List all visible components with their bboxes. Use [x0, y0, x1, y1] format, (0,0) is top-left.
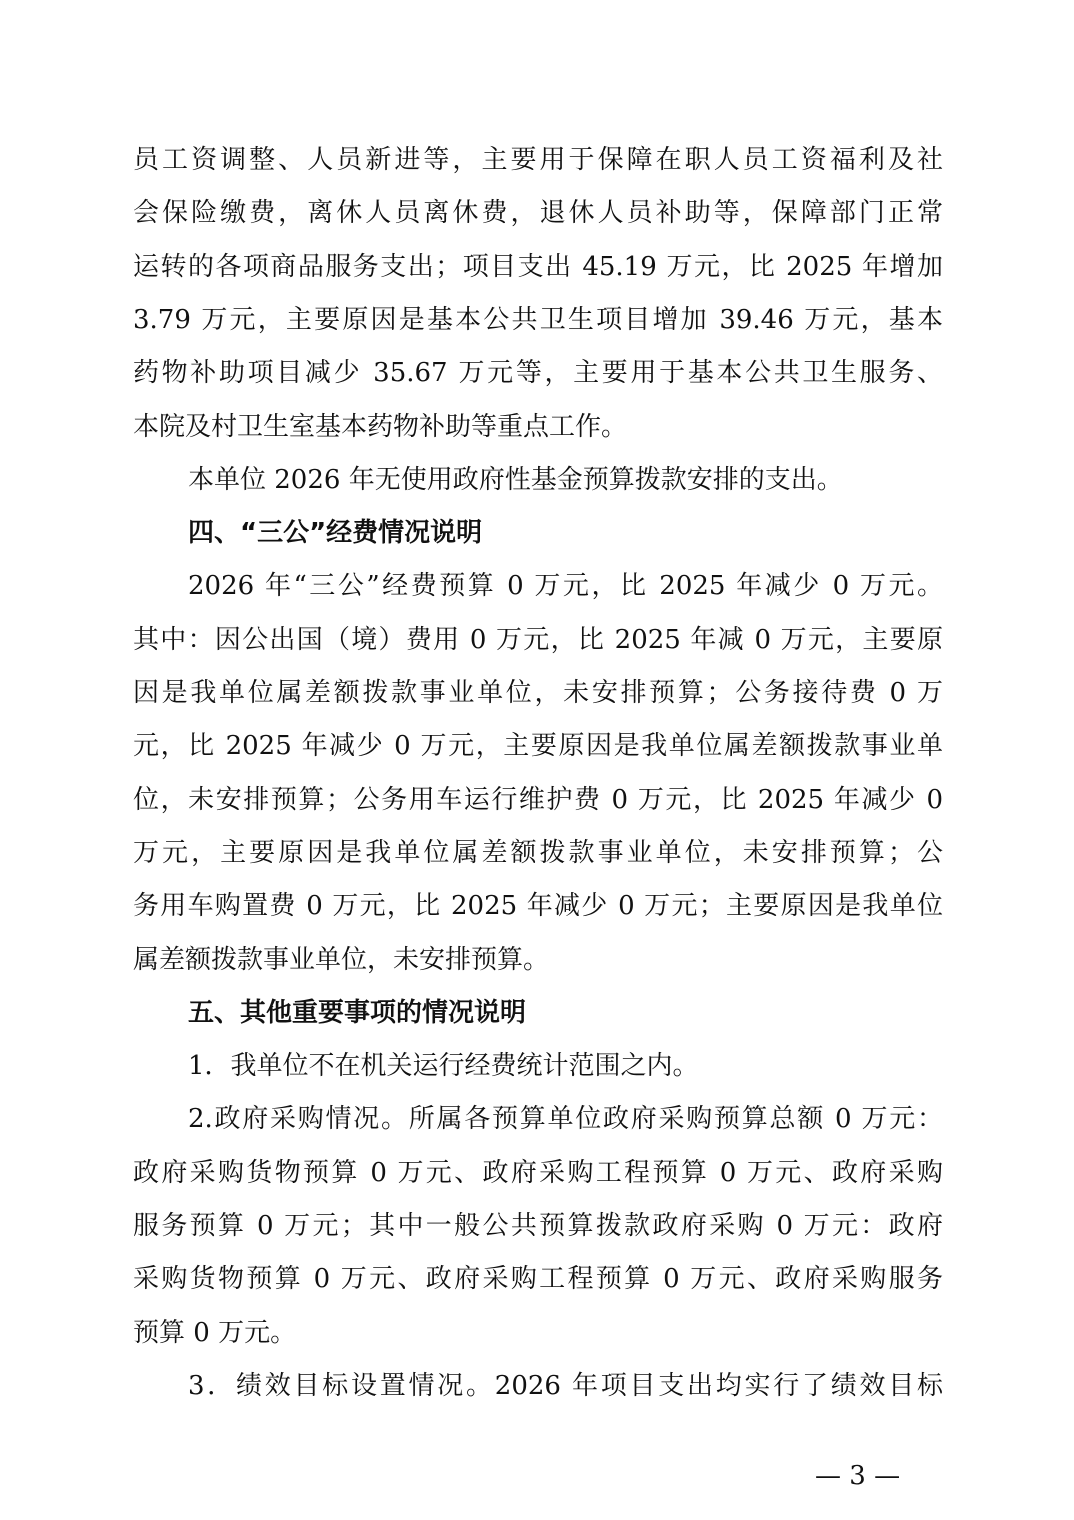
text-line: 本院及村卫生室基本药物补助等重点工作。: [133, 412, 628, 442]
text-line: 运转的各项商品服务支出；项目支出 45.19 万元，比 2025 年增加: [133, 252, 943, 282]
text-line: 万元，主要原因是我单位属差额拨款事业单位，未安排预算；公: [133, 838, 943, 868]
text-line: 属差额拨款事业单位，未安排预算。: [133, 945, 550, 975]
text-line: 本单位 2026 年无使用政府性基金预算拨款安排的支出。: [188, 465, 843, 495]
text-line: 1．我单位不在机关运行经费统计范围之内。: [188, 1051, 699, 1081]
text-line: 位，未安排预算；公务用车运行维护费 0 万元，比 2025 年减少 0: [133, 785, 943, 815]
text-line: 因是我单位属差额拨款事业单位，未安排预算；公务接待费 0 万: [133, 678, 943, 708]
text-line: 政府采购货物预算 0 万元、政府采购工程预算 0 万元、政府采购: [133, 1158, 943, 1188]
text-line: 元，比 2025 年减少 0 万元，主要原因是我单位属差额拨款事业单: [133, 731, 943, 761]
text-line: 药物补助项目减少 35.67 万元等，主要用于基本公共卫生服务、: [133, 358, 943, 388]
section-heading: 五、其他重要事项的情况说明: [188, 998, 527, 1028]
section-heading: 四、“三公”经费情况说明: [188, 518, 483, 548]
text-line: 预算 0 万元。: [133, 1318, 297, 1348]
text-line: 2026 年“三公”经费预算 0 万元，比 2025 年减少 0 万元。: [188, 571, 943, 601]
text-line: 员工资调整、人员新进等，主要用于保障在职人员工资福利及社: [133, 145, 943, 175]
text-line: 2.政府采购情况。所属各预算单位政府采购预算总额 0 万元：: [188, 1104, 943, 1134]
text-line: 3.79 万元，主要原因是基本公共卫生项目增加 39.46 万元，基本: [133, 305, 943, 335]
text-line: 会保险缴费，离休人员离休费，退休人员补助等，保障部门正常: [133, 198, 943, 228]
text-line: 务用车购置费 0 万元，比 2025 年减少 0 万元；主要原因是我单位: [133, 891, 943, 921]
page-number: — 3 —: [815, 1461, 901, 1491]
text-line: 3．绩效目标设置情况。2026 年项目支出均实行了绩效目标: [188, 1371, 943, 1401]
text-line: 其中：因公出国（境）费用 0 万元，比 2025 年减 0 万元，主要原: [133, 625, 943, 655]
text-line: 采购货物预算 0 万元、政府采购工程预算 0 万元、政府采购服务: [133, 1264, 943, 1294]
text-line: 服务预算 0 万元；其中一般公共预算拨款政府采购 0 万元：政府: [133, 1211, 943, 1241]
